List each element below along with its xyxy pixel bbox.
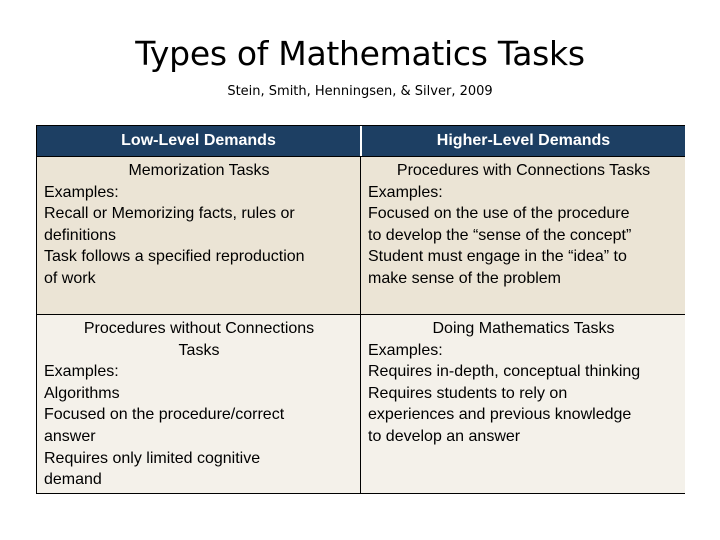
cell-line: Focused on the procedure/correct xyxy=(44,406,285,424)
slide-subtitle: Stein, Smith, Henningsen, & Silver, 2009 xyxy=(227,84,493,99)
cell-line: Task follows a specified reproduction xyxy=(44,248,305,266)
cell-line: Requires only limited cognitive xyxy=(44,449,261,467)
cell-line: definitions xyxy=(44,226,117,244)
cell-line: demand xyxy=(44,471,102,489)
cell-heading: Memorization Tasks xyxy=(128,162,270,179)
cell-line: to develop the “sense of the concept” xyxy=(368,226,632,244)
cell-procedures-with-connections xyxy=(361,156,685,314)
cell-line: Student must engage in the “idea” to xyxy=(368,248,627,266)
slide-title: Types of Mathematics Tasks xyxy=(135,34,585,73)
header-higher-level: Higher-Level Demands xyxy=(361,126,685,156)
cell-line: answer xyxy=(44,427,96,445)
cell-line: to develop an answer xyxy=(368,427,521,445)
cell-heading: Doing Mathematics Tasks xyxy=(432,320,615,337)
header-low-level: Low-Level Demands xyxy=(37,126,361,156)
cell-heading: Procedures without Connections xyxy=(83,320,315,337)
cell-line: Recall or Memorizing facts, rules or xyxy=(44,205,295,223)
cell-line: Requires students to rely on xyxy=(368,384,568,402)
cell-line: Requires in-depth, conceptual thinking xyxy=(368,363,641,381)
cell-doing-mathematics xyxy=(361,314,685,493)
cell-line: of work xyxy=(44,269,96,287)
cell-line: make sense of the problem xyxy=(368,269,561,287)
cell-heading: Tasks xyxy=(178,341,220,359)
cell-line: Examples: xyxy=(44,363,119,381)
cell-memorization-tasks xyxy=(37,156,361,314)
cell-heading: Procedures with Connections Tasks xyxy=(396,162,651,179)
task-types-table xyxy=(36,125,685,494)
cell-line: Focused on the use of the procedure xyxy=(368,205,630,223)
cell-line: Examples: xyxy=(368,183,443,201)
cell-line: Algorithms xyxy=(44,384,120,402)
cell-line: experiences and previous knowledge xyxy=(368,406,632,424)
cell-procedures-without-connections xyxy=(37,314,361,493)
cell-line: Examples: xyxy=(368,341,443,359)
cell-line: Examples: xyxy=(44,183,119,201)
